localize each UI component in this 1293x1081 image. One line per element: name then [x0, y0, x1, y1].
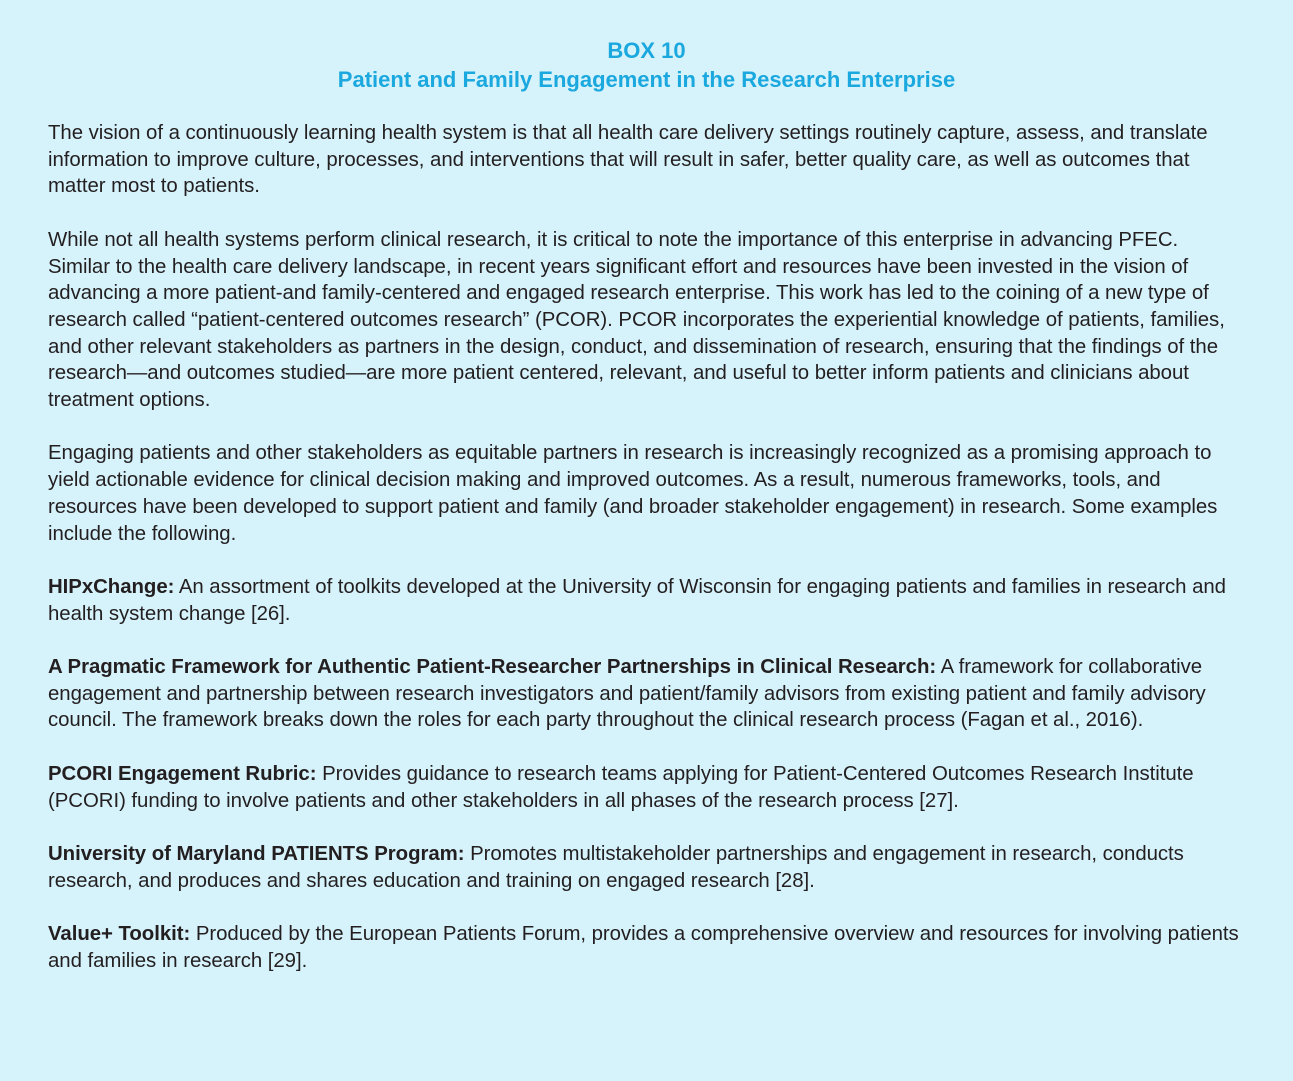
resource-description: An assortment of toolkits developed at the University of Wisconsin for engaging patients and families in research and health system change [26].	[48, 575, 1226, 625]
resource-description: A framework for collaborative engagement and partnership between research investigators and patient/family advisors from existing patient and family advisory council. The framework breaks down the roles for each party throughout the clinical research process (Fagan et al., 2016).	[48, 656, 1206, 732]
box-heading	[48, 36, 1245, 94]
resource-name: HIPxChange:	[48, 575, 175, 598]
paragraph-intro: The vision of a continuously learning health system is that all health care delivery settings routinely capture, assess, and translate information to improve culture, processes, and interventions that will result in safer, better quality care, as well as outcomes that matter most to patients.	[48, 122, 1208, 198]
resource-description: Promotes multistakeholder partnerships and engagement in research, conducts research, and produces and shares education and training on engaged research [28].	[48, 842, 1184, 892]
resource-pcori-rubric	[48, 761, 1245, 814]
resource-name: Value+ Toolkit:	[48, 922, 191, 945]
resource-name: A Pragmatic Framework for Authentic Patient-Researcher Partnerships in Clinical Research:	[48, 656, 937, 678]
paragraph-engagement: Engaging patients and other stakeholders as equitable partners in research is increasingly recognized as a promising approach to yield actionable evidence for clinical decision making and improved outcomes. As a result, numerous frameworks, tools, and resources have been developed to support patient and family (and broader stakeholder engagement) in research. Some examples include the following.	[48, 442, 1218, 545]
resource-description: Produced by the European Patients Forum, provides a comprehensive overview and resources for involving patients and families in research [29].	[48, 922, 1239, 972]
paragraph-research: While not all health systems perform clinical research, it is critical to note the importance of this enterprise in advancing PFEC. Similar to the health care delivery landscape, in recent years significant effort and resources have been invested in the vision of advancing a more patient-and family-centered and engaged research enterprise. This work has led to the coining of a new type of research called “patient-centered outcomes research” (PCOR). PCOR incorporates the experiential knowledge of patients, families, and other relevant stakeholders as partners in the design, conduct, and dissemination of research, ensuring that the findings of the research—and outcomes studied—are more patient centered, relevant, and useful to better inform patients and clinicians about treatment options.	[48, 228, 1225, 412]
box-title: Patient and Family Engagement in the Research Enterprise	[337, 67, 956, 92]
resource-hipxchange	[48, 574, 1245, 627]
resource-name: University of Maryland PATIENTS Program:	[48, 842, 465, 865]
resource-name: PCORI Engagement Rubric:	[48, 762, 317, 785]
resource-description: Provides guidance to research teams applying for Patient-Centered Outcomes Research Institute (PCORI) funding to involve patients and other stakeholders in all phases of the research process [27].	[48, 762, 1194, 812]
resource-umd-patients	[48, 841, 1245, 894]
resource-pragmatic-framework	[48, 654, 1245, 734]
resource-value-toolkit	[48, 921, 1245, 974]
box-label: BOX 10	[607, 38, 686, 63]
